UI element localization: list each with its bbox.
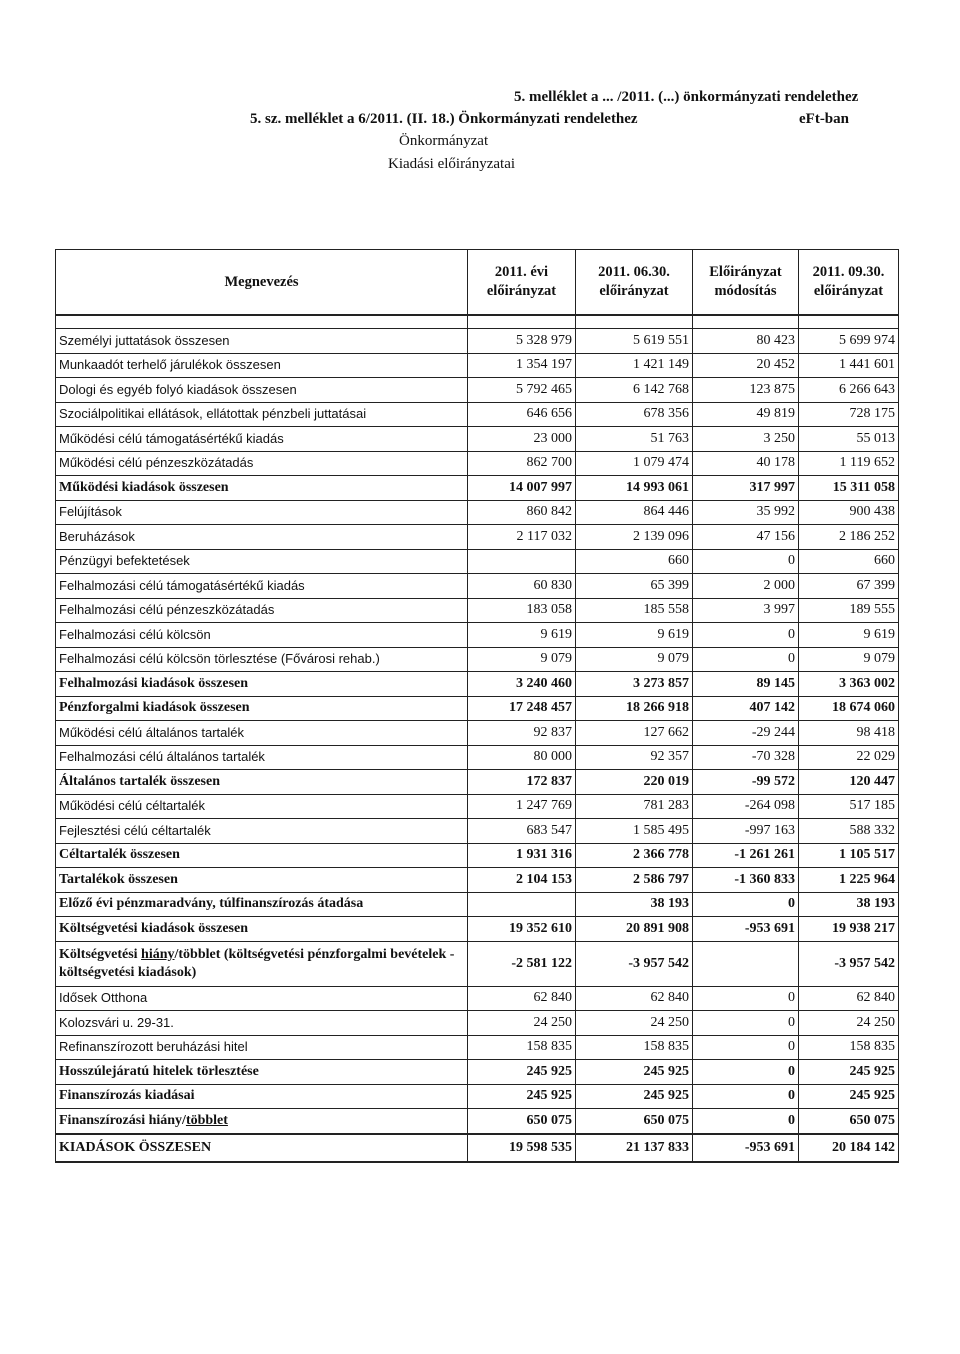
row-label: Felhalmozási célú támogatásértékű kiadás (56, 574, 468, 599)
value-annual: 19 352 610 (468, 917, 576, 942)
row-label: Pénzügyi befektetések (56, 549, 468, 574)
value-modification: -264 098 (693, 794, 799, 819)
value-annual: 183 058 (468, 598, 576, 623)
value-annual: 9 079 (468, 647, 576, 672)
value-annual: 158 835 (468, 1035, 576, 1060)
value-september: 19 938 217 (799, 917, 899, 942)
value-annual: 245 925 (468, 1084, 576, 1109)
value-annual: 862 700 (468, 451, 576, 476)
value-modification: 317 997 (693, 476, 799, 501)
row-label: Kolozsvári u. 29-31. (56, 1011, 468, 1036)
table-row (56, 647, 899, 672)
value-modification: 407 142 (693, 696, 799, 721)
value-june: 245 925 (576, 1084, 693, 1109)
value-june: 660 (576, 549, 693, 574)
value-annual: 80 000 (468, 745, 576, 770)
value-modification: 0 (693, 1035, 799, 1060)
value-june: 38 193 (576, 892, 693, 917)
value-september: 22 029 (799, 745, 899, 770)
value-september: 120 447 (799, 770, 899, 795)
value-modification: 3 250 (693, 427, 799, 452)
value-annual: 19 598 535 (468, 1134, 576, 1162)
table-row (56, 794, 899, 819)
row-label: Működési célú támogatásértékű kiadás (56, 427, 468, 452)
value-june: 5 619 551 (576, 329, 693, 354)
value-annual: 2 117 032 (468, 525, 576, 550)
value-june: 781 283 (576, 794, 693, 819)
value-june: -3 957 542 (576, 941, 693, 986)
table-row (56, 549, 899, 574)
row-label (56, 941, 468, 986)
table-row (56, 917, 899, 942)
value-september: -3 957 542 (799, 941, 899, 986)
value-annual: 24 250 (468, 1011, 576, 1036)
value-september: 20 184 142 (799, 1134, 899, 1162)
column-header-name: Megnevezés (56, 250, 468, 316)
value-september: 3 363 002 (799, 672, 899, 697)
value-september: 588 332 (799, 819, 899, 844)
row-label: Előző évi pénzmaradvány, túlfinanszírozás átadása (56, 892, 468, 917)
table-body (56, 329, 899, 1162)
value-june: 51 763 (576, 427, 693, 452)
row-label: Költségvetési kiadások összesen (56, 917, 468, 942)
entity-title: Önkormányzat (399, 133, 489, 149)
value-modification: 2 000 (693, 574, 799, 599)
value-june: 245 925 (576, 1060, 693, 1085)
value-june: 1 079 474 (576, 451, 693, 476)
table-row (56, 1134, 899, 1162)
value-september: 660 (799, 549, 899, 574)
table-row (56, 353, 899, 378)
row-label: Működési kiadások összesen (56, 476, 468, 501)
table-row (56, 721, 899, 746)
row-label-part: többlet (185, 1112, 228, 1128)
row-label: Működési célú általános tartalék (56, 721, 468, 746)
value-september: 189 555 (799, 598, 899, 623)
table-header-spacer (56, 315, 899, 329)
value-modification: 89 145 (693, 672, 799, 697)
value-modification: 0 (693, 892, 799, 917)
value-modification: 49 819 (693, 402, 799, 427)
row-label: Pénzforgalmi kiadások összesen (56, 696, 468, 721)
unit-label: eFt-ban (799, 111, 849, 127)
value-modification: 40 178 (693, 451, 799, 476)
value-annual: 5 328 979 (468, 329, 576, 354)
row-label-part: hiány (141, 946, 175, 962)
value-annual: 650 075 (468, 1109, 576, 1134)
value-june: 6 142 768 (576, 378, 693, 403)
value-september: 2 186 252 (799, 525, 899, 550)
value-annual: 1 354 197 (468, 353, 576, 378)
table-row (56, 500, 899, 525)
value-june: 1 421 149 (576, 353, 693, 378)
value-june: 158 835 (576, 1035, 693, 1060)
table-row (56, 1084, 899, 1109)
value-june: 65 399 (576, 574, 693, 599)
value-september: 15 311 058 (799, 476, 899, 501)
table-row (56, 1060, 899, 1085)
value-september: 55 013 (799, 427, 899, 452)
table-row (56, 1109, 899, 1134)
value-modification: 35 992 (693, 500, 799, 525)
value-modification: 0 (693, 986, 799, 1011)
value-modification: 0 (693, 1084, 799, 1109)
table-row (56, 1011, 899, 1036)
row-label: Refinanszírozott beruházási hitel (56, 1035, 468, 1060)
value-june: 1 585 495 (576, 819, 693, 844)
value-september: 158 835 (799, 1035, 899, 1060)
value-modification: -997 163 (693, 819, 799, 844)
value-modification (693, 941, 799, 986)
value-annual (468, 549, 576, 574)
table-row (56, 598, 899, 623)
value-june: 9 619 (576, 623, 693, 648)
row-label: Szociálpolitikai ellátások, ellátottak pénzbeli juttatásai (56, 402, 468, 427)
value-september: 5 699 974 (799, 329, 899, 354)
table-row (56, 868, 899, 893)
value-june: 2 366 778 (576, 843, 693, 868)
value-annual: 14 007 997 (468, 476, 576, 501)
value-modification: 0 (693, 1109, 799, 1134)
value-june: 3 273 857 (576, 672, 693, 697)
expenditure-table (55, 249, 899, 1163)
value-annual: -2 581 122 (468, 941, 576, 986)
value-june: 650 075 (576, 1109, 693, 1134)
row-label: Tartalékok összesen (56, 868, 468, 893)
value-modification: -1 360 833 (693, 868, 799, 893)
document-title: Kiadási előirányzatai (388, 156, 516, 172)
annex-reference-line: 5. melléklet a ... /2011. (...) önkormányzati rendelethez (514, 89, 859, 105)
amended-annex-reference-line: 5. sz. melléklet a 6/2011. (II. 18.) Önkormányzati rendelethez (250, 111, 638, 127)
value-annual: 17 248 457 (468, 696, 576, 721)
value-september: 24 250 (799, 1011, 899, 1036)
table-row (56, 329, 899, 354)
value-september: 245 925 (799, 1084, 899, 1109)
value-september: 245 925 (799, 1060, 899, 1085)
value-annual: 3 240 460 (468, 672, 576, 697)
table-row (56, 623, 899, 648)
value-annual: 1 247 769 (468, 794, 576, 819)
value-annual (468, 892, 576, 917)
value-modification: 0 (693, 623, 799, 648)
value-june: 220 019 (576, 770, 693, 795)
value-june: 678 356 (576, 402, 693, 427)
row-label: Céltartalék összesen (56, 843, 468, 868)
value-september: 650 075 (799, 1109, 899, 1134)
value-annual: 1 931 316 (468, 843, 576, 868)
table-row (56, 525, 899, 550)
value-september: 728 175 (799, 402, 899, 427)
value-june: 127 662 (576, 721, 693, 746)
row-label: Idősek Otthona (56, 986, 468, 1011)
value-september: 18 674 060 (799, 696, 899, 721)
value-modification: 47 156 (693, 525, 799, 550)
value-september: 38 193 (799, 892, 899, 917)
column-header-june-appropriation: 2011. 06.30. előirányzat (576, 250, 693, 316)
row-label: Általános tartalék összesen (56, 770, 468, 795)
value-annual: 2 104 153 (468, 868, 576, 893)
value-september: 900 438 (799, 500, 899, 525)
table-row (56, 819, 899, 844)
value-annual: 646 656 (468, 402, 576, 427)
row-label: Felújítások (56, 500, 468, 525)
row-label-part: Költségvetési (59, 946, 142, 962)
value-september: 62 840 (799, 986, 899, 1011)
value-september: 1 225 964 (799, 868, 899, 893)
value-modification: -70 328 (693, 745, 799, 770)
value-modification: -29 244 (693, 721, 799, 746)
value-annual: 62 840 (468, 986, 576, 1011)
value-june: 185 558 (576, 598, 693, 623)
table-row (56, 378, 899, 403)
table-row (56, 745, 899, 770)
value-september: 6 266 643 (799, 378, 899, 403)
value-september: 98 418 (799, 721, 899, 746)
value-annual: 92 837 (468, 721, 576, 746)
value-annual: 172 837 (468, 770, 576, 795)
value-june: 864 446 (576, 500, 693, 525)
value-modification: -953 691 (693, 1134, 799, 1162)
table-row (56, 986, 899, 1011)
value-june: 2 586 797 (576, 868, 693, 893)
row-label: Dologi és egyéb folyó kiadások összesen (56, 378, 468, 403)
table-row (56, 451, 899, 476)
column-header-modification: Előirányzat módosítás (693, 250, 799, 316)
value-june: 62 840 (576, 986, 693, 1011)
value-june: 20 891 908 (576, 917, 693, 942)
row-label: Munkaadót terhelő járulékok összesen (56, 353, 468, 378)
value-june: 18 266 918 (576, 696, 693, 721)
table-row (56, 574, 899, 599)
value-modification: 123 875 (693, 378, 799, 403)
row-label: Felhalmozási célú általános tartalék (56, 745, 468, 770)
table-row (56, 941, 899, 986)
value-september: 9 079 (799, 647, 899, 672)
row-label: Felhalmozási célú kölcsön (56, 623, 468, 648)
table-row (56, 672, 899, 697)
row-label (56, 1109, 468, 1134)
value-modification: 0 (693, 549, 799, 574)
value-june: 21 137 833 (576, 1134, 693, 1162)
value-september: 1 105 517 (799, 843, 899, 868)
value-modification: 20 452 (693, 353, 799, 378)
value-annual: 5 792 465 (468, 378, 576, 403)
table-row (56, 427, 899, 452)
value-annual: 683 547 (468, 819, 576, 844)
row-label: KIADÁSOK ÖSSZESEN (56, 1134, 468, 1162)
value-june: 24 250 (576, 1011, 693, 1036)
row-label: Felhalmozási célú kölcsön törlesztése (Fővárosi rehab.) (56, 647, 468, 672)
value-september: 9 619 (799, 623, 899, 648)
value-september: 517 185 (799, 794, 899, 819)
table-row (56, 476, 899, 501)
value-modification: 3 997 (693, 598, 799, 623)
value-june: 9 079 (576, 647, 693, 672)
table-row (56, 696, 899, 721)
row-label: Felhalmozási célú pénzeszközátadás (56, 598, 468, 623)
row-label: Személyi juttatások összesen (56, 329, 468, 354)
value-annual: 23 000 (468, 427, 576, 452)
value-annual: 245 925 (468, 1060, 576, 1085)
row-label: Beruházások (56, 525, 468, 550)
value-modification: -953 691 (693, 917, 799, 942)
value-annual: 60 830 (468, 574, 576, 599)
value-modification: 80 423 (693, 329, 799, 354)
value-modification: 0 (693, 1060, 799, 1085)
row-label-part: /többlet (költségvetési pénzforgalmi bevételek - költségvetési kiadások) (59, 946, 455, 980)
value-annual: 860 842 (468, 500, 576, 525)
value-june: 2 139 096 (576, 525, 693, 550)
column-header-september-appropriation: 2011. 09.30. előirányzat (799, 250, 899, 316)
row-label: Működési célú pénzeszközátadás (56, 451, 468, 476)
value-annual: 9 619 (468, 623, 576, 648)
row-label-part: Finanszírozási hiány/ (59, 1112, 186, 1128)
value-september: 1 441 601 (799, 353, 899, 378)
table-header-row (56, 250, 899, 316)
table-row (56, 1035, 899, 1060)
row-label: Hosszúlejáratú hitelek törlesztése (56, 1060, 468, 1085)
row-label: Finanszírozás kiadásai (56, 1084, 468, 1109)
value-september: 1 119 652 (799, 451, 899, 476)
row-label: Felhalmozási kiadások összesen (56, 672, 468, 697)
column-header-annual-appropriation: 2011. évi előirányzat (468, 250, 576, 316)
row-label: Működési célú céltartalék (56, 794, 468, 819)
value-june: 92 357 (576, 745, 693, 770)
value-modification: 0 (693, 1011, 799, 1036)
row-label: Fejlesztési célú céltartalék (56, 819, 468, 844)
value-september: 67 399 (799, 574, 899, 599)
table-row (56, 843, 899, 868)
table-row (56, 402, 899, 427)
value-modification: -99 572 (693, 770, 799, 795)
value-modification: 0 (693, 647, 799, 672)
value-modification: -1 261 261 (693, 843, 799, 868)
table-row (56, 892, 899, 917)
table-row (56, 770, 899, 795)
value-june: 14 993 061 (576, 476, 693, 501)
